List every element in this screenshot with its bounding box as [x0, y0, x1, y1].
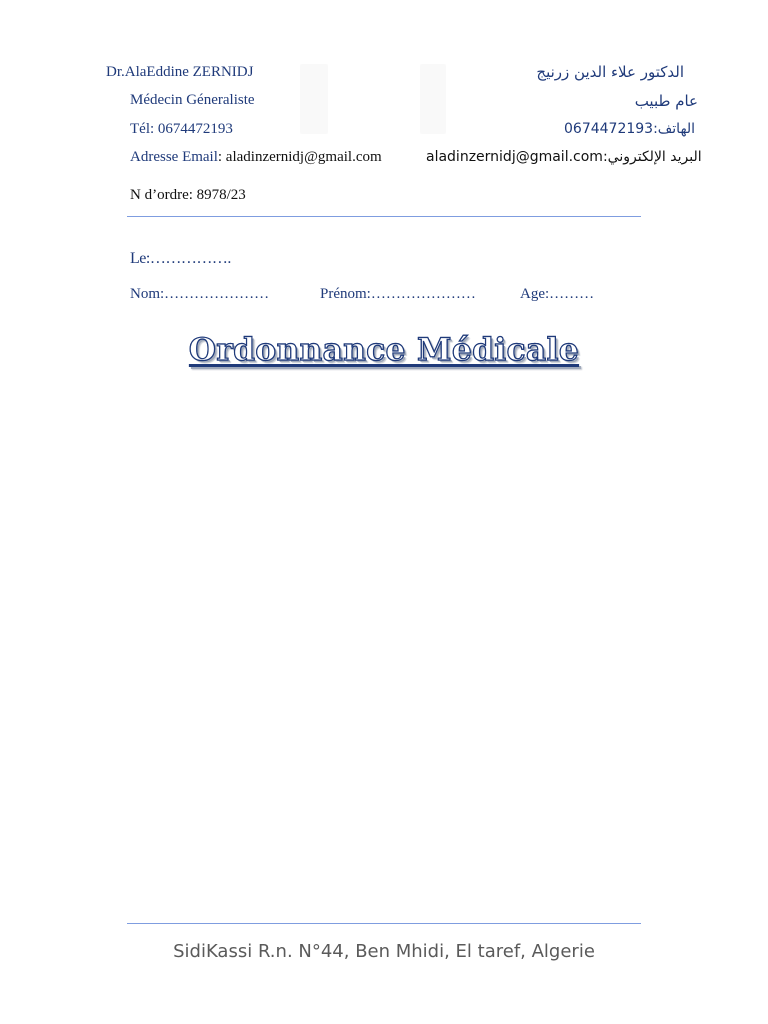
- doctor-name-ar: الدكتور علاء الدين زرنيج: [536, 63, 684, 81]
- document-title: Ordonnance Médicale: [188, 332, 580, 368]
- doctor-email-fr: [130, 149, 382, 166]
- doctor-name-fr: Dr.AlaEddine ZERNIDJ: [106, 64, 254, 80]
- footer-address: SidiKassi R.n. N°44, Ben Mhidi, El taref, Algerie: [173, 941, 595, 962]
- prenom-field: Prénom:…………………: [320, 286, 476, 302]
- doctor-phone-ar: 0674472193:الهاتف: [564, 121, 696, 137]
- nom-field: Nom:…………………: [130, 286, 270, 302]
- order-number: N d’ordre: 8978/23: [130, 187, 246, 203]
- email-value-fr: : aladinzernidj@gmail.com: [217, 149, 382, 165]
- faint-logo-block-right: [420, 64, 446, 134]
- date-field: Le:…………….: [130, 250, 231, 267]
- age-field: Age:………: [520, 286, 595, 302]
- header-divider: [127, 216, 641, 217]
- doctor-phone-fr: Tél: 0674472193: [130, 121, 233, 137]
- email-label-fr: Adresse Email: [130, 149, 218, 165]
- doctor-email-ar: aladinzernidj@gmail.com:البريد الإلكتروني: [426, 149, 702, 165]
- faint-logo-block-left: [300, 64, 328, 134]
- doctor-specialty-fr: Médecin Géneraliste: [130, 92, 255, 108]
- doctor-specialty-ar: عام طبيب: [634, 92, 698, 110]
- footer-divider: [127, 923, 641, 924]
